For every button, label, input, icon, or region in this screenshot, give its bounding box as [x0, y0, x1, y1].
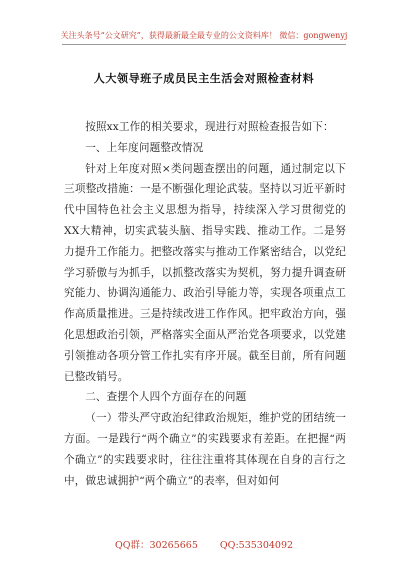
qq-number: QQ:535304092 — [219, 540, 294, 551]
section-heading-1: 一、上年度问题整改情况 — [85, 141, 204, 154]
paragraph-intro: 按照xx工作的相关要求，现进行对照检查报告如下： — [85, 121, 334, 133]
header-banner: 关注头条号“公文研究”，获得最新最全最专业的公文资料库！ 微信：gongwenyj — [60, 31, 348, 40]
section-heading-2: 二、查摆个人四个方面存在的问题 — [85, 391, 247, 404]
footer-contact — [0, 537, 408, 551]
qq-group-number: QQ群：30265665 — [114, 540, 198, 551]
paragraph-subsection-1: （一）带头严守政治纪律政治规矩，维护党的团结统一方面。一是践行“两个确立”的实践要求有差距。在把握“两个确立”的实践要求时，往往注重将其体现在自身的言行之中，做忠诚拥护“两个确立”的表率，但对如何 — [64, 412, 346, 487]
header-divider — [62, 44, 346, 45]
paragraph-rectification: 针对上年度对照×类问题查摆出的问题，通过制定以下三项整改措施：一是不断强化理论武装。坚持以习近平新时代中国特色社会主义思想为指导，持续深入学习贯彻党的XX大精神，切实武装头脑、指导实践、推动工作。二是努力提升工作能力。把整改落实与推动工作紧密结合，以党纪学习骄傲与为抓手，以抓整改落实为契机，努力提升调查研究能力、协调沟通能力、政治引导能力等，实现各项重点工作高质量推进。三是持续改进工作作风。把牢政治方向，强化思想政治引领，严格落实全面从严治党各项要求，以党建引领推动各项分管工作扎实有序开展。截至目前，所有问题已整改销号。 — [64, 162, 346, 383]
document-title: 人大领导班子成员民主生活会对照检查材料 — [93, 72, 315, 85]
document-body — [64, 117, 346, 491]
